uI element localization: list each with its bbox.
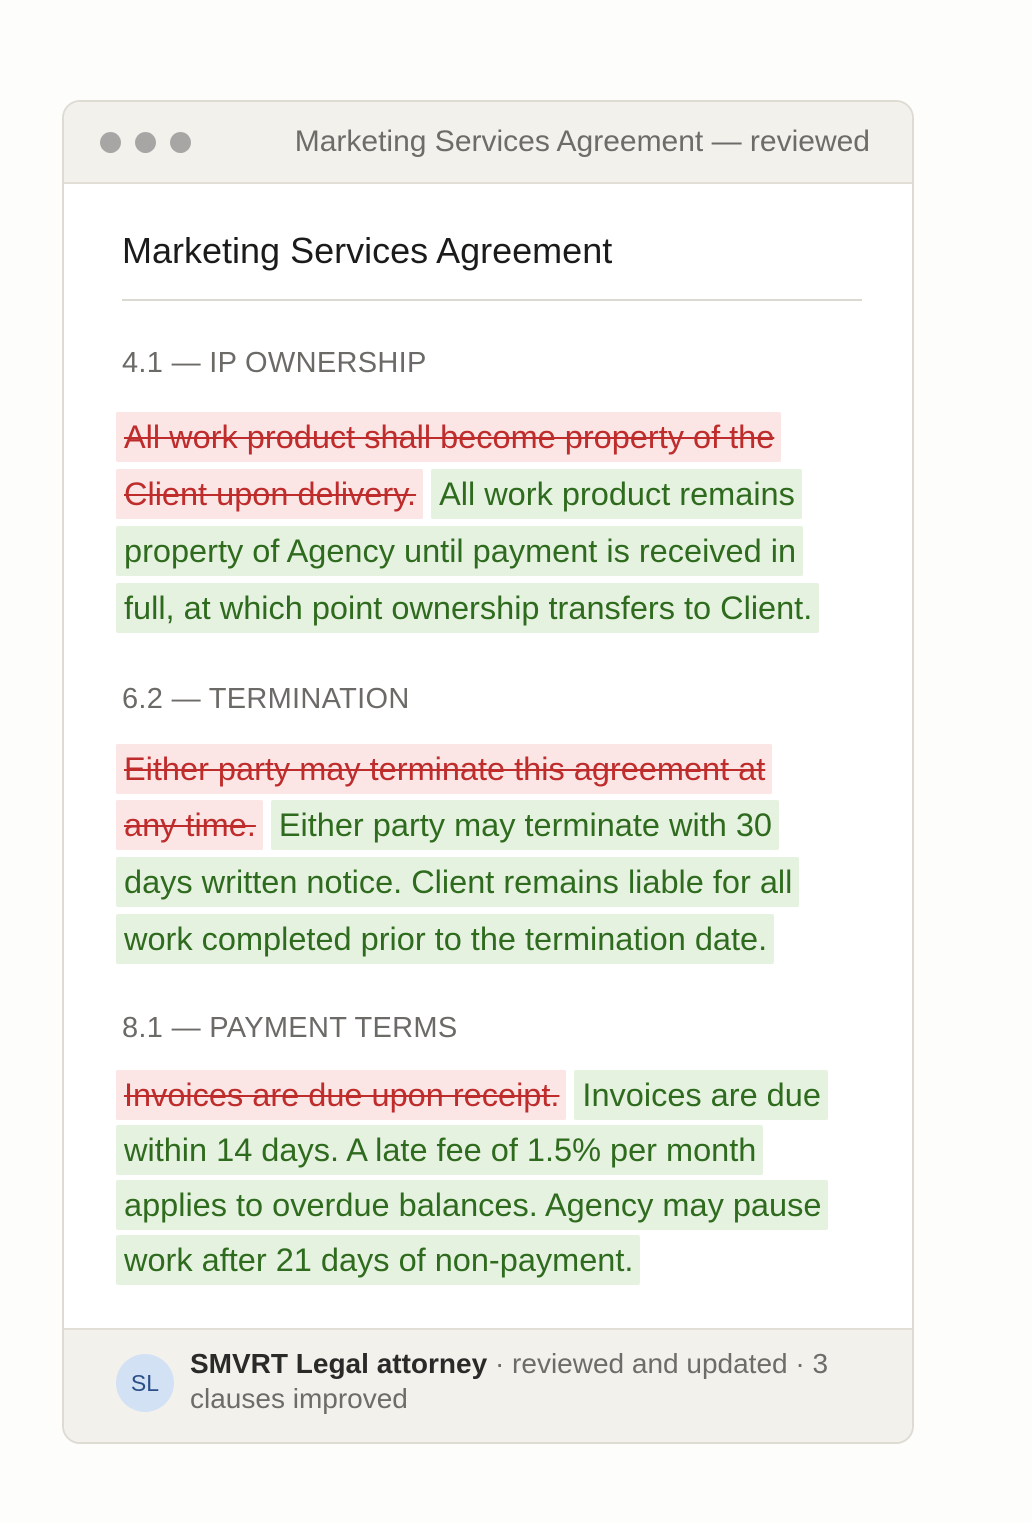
inserted-text: Invoices are due xyxy=(574,1070,827,1120)
close-window-dot[interactable] xyxy=(100,132,121,153)
window-controls xyxy=(100,132,191,153)
inserted-text: full, at which point ownership transfers to Client. xyxy=(116,583,819,633)
window-title: Marketing Services Agreement — reviewed xyxy=(294,125,870,158)
document-window xyxy=(62,100,914,1444)
window-titlebar xyxy=(64,102,912,184)
inserted-text: applies to overdue balances. Agency may pause xyxy=(116,1180,828,1230)
review-footer xyxy=(64,1328,912,1442)
inserted-text: within 14 days. A late fee of 1.5% per month xyxy=(116,1125,763,1175)
inserted-text: Either party may terminate with 30 xyxy=(271,800,779,850)
section-heading-ip-ownership: 4.1 — IP OWNERSHIP xyxy=(122,347,427,379)
section-heading-payment-terms: 8.1 — PAYMENT TERMS xyxy=(122,1012,458,1044)
section-heading-termination: 6.2 — TERMINATION xyxy=(122,683,410,715)
inserted-text: days written notice. Client remains liable for all xyxy=(116,857,799,907)
deleted-text: any time. xyxy=(116,800,263,850)
review-summary xyxy=(190,1346,840,1416)
deleted-text: Either party may terminate this agreement at xyxy=(116,744,772,794)
inserted-text: work after 21 days of non-payment. xyxy=(116,1235,640,1285)
review-note: · reviewed and updated · 3 clauses improved xyxy=(190,1348,829,1414)
minimize-window-dot[interactable] xyxy=(135,132,156,153)
maximize-window-dot[interactable] xyxy=(170,132,191,153)
document-title: Marketing Services Agreement xyxy=(122,230,613,271)
reviewer-name: SMVRT Legal attorney xyxy=(190,1348,488,1379)
deleted-text: Client upon delivery. xyxy=(116,469,423,519)
inserted-text: All work product remains xyxy=(431,469,802,519)
inserted-text: work completed prior to the termination date. xyxy=(116,914,774,964)
inserted-text: property of Agency until payment is received in xyxy=(116,526,803,576)
title-divider xyxy=(122,299,862,301)
deleted-text: All work product shall become property of the xyxy=(116,412,781,462)
deleted-text: Invoices are due upon receipt. xyxy=(116,1070,566,1120)
avatar: SL xyxy=(116,1354,174,1412)
